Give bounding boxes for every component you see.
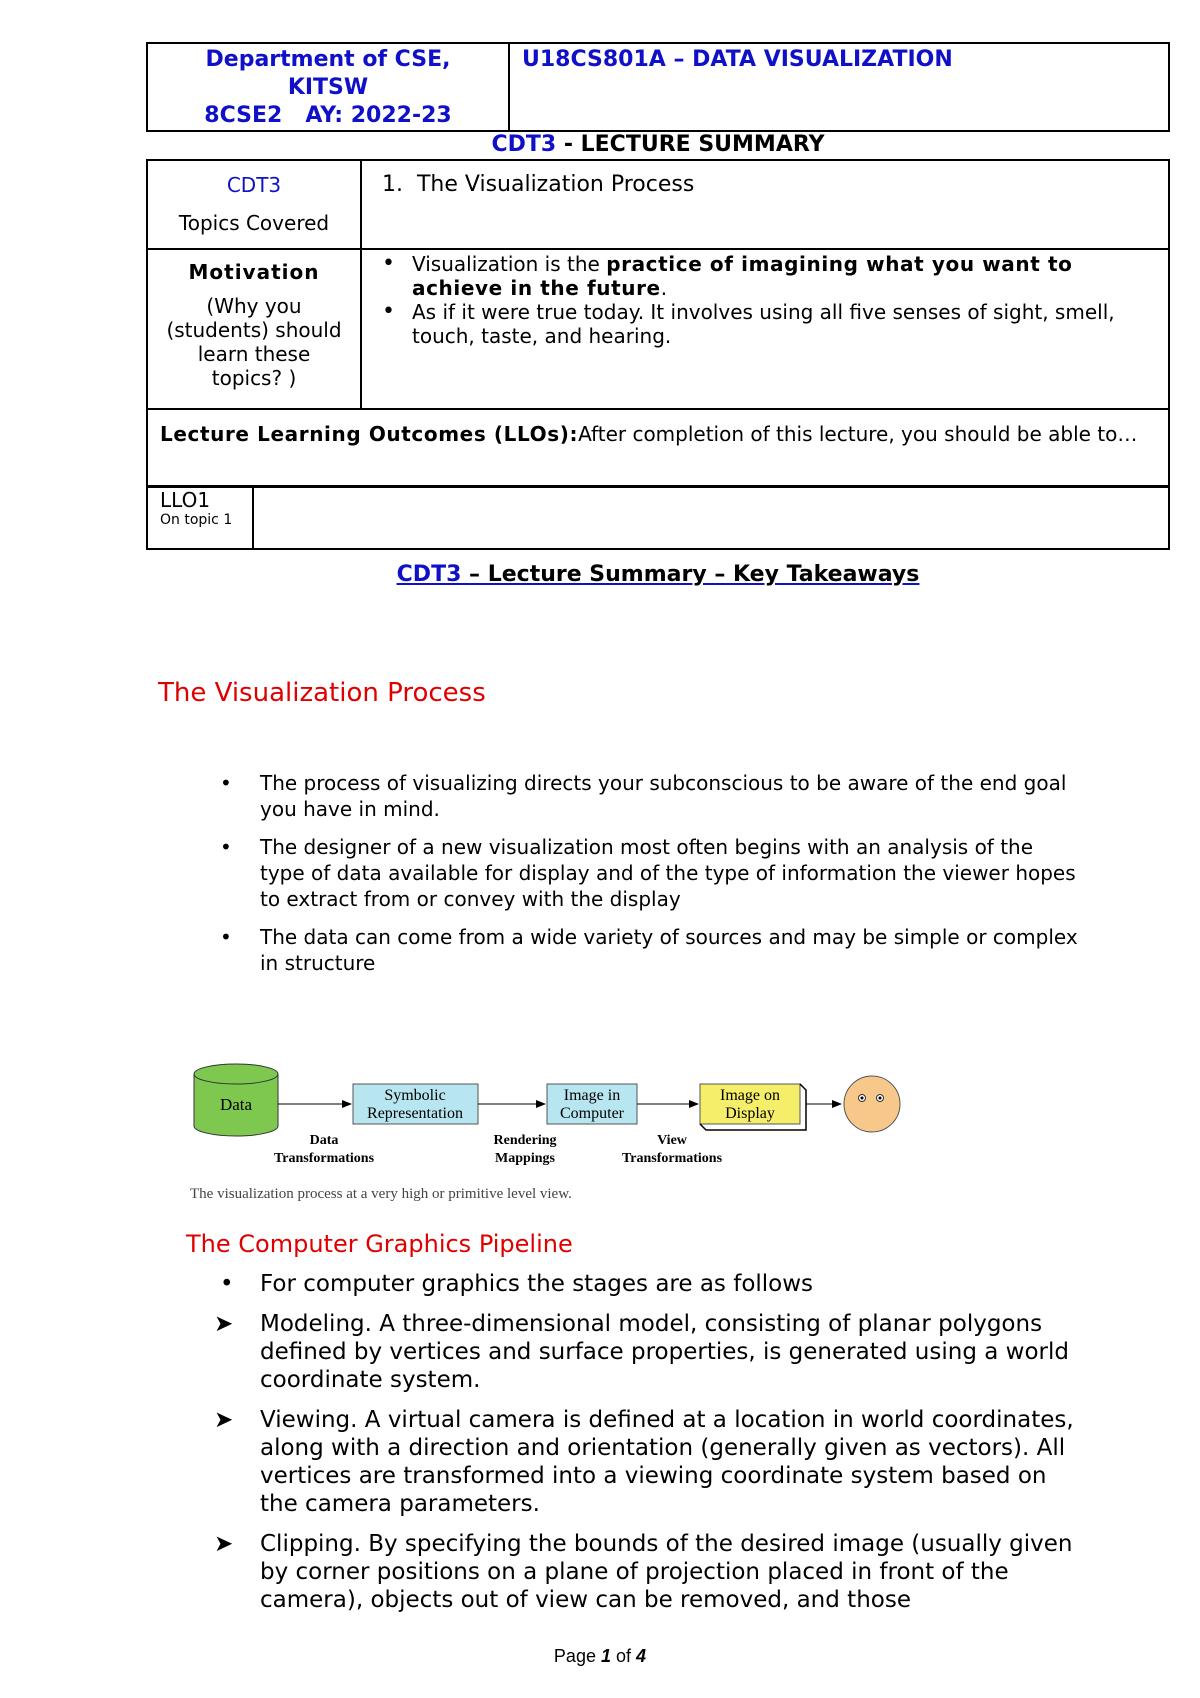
list-item: • The designer of a new visualization most often begins with an analysis of the type of data available for display and of the type of information the viewer hopes to extract from or convey with the display — [220, 835, 1076, 911]
cg-pipeline-list — [158, 1270, 1078, 1626]
data-transformations-line2: Transformations — [273, 1151, 375, 1166]
motivation-list — [372, 252, 1152, 348]
display-line1: Image on — [720, 1087, 780, 1104]
header-table — [146, 42, 1170, 132]
list-item: ➤ Modeling. A three-dimensional model, consisting of planar polygons defined by vertices and surface properties, is generated using a world coordinate system. — [214, 1311, 1069, 1393]
motivation-bullet-1: • Visualization is the practice of imagining what you want to achieve in the future. — [412, 252, 1152, 300]
topics-content-cell — [361, 160, 1169, 249]
list-item: ➤ Clipping. By specifying the bounds of the desired image (usually given by corner positions on a plane of projection placed in front of the camera), objects out of view can be removed, and those — [214, 1531, 1073, 1613]
topics-label: Topics Covered — [178, 211, 330, 235]
llo-id-cell — [147, 486, 253, 549]
computer-line2: Computer — [560, 1105, 624, 1122]
dept-line1: Department of CSE, — [205, 47, 451, 72]
symbolic-line1: Symbolic — [384, 1087, 446, 1104]
symbolic-line2: Representation — [367, 1105, 463, 1122]
data-label: Data — [219, 1095, 253, 1114]
department-cell — [147, 43, 509, 131]
rendering-mappings-line1: Rendering — [493, 1133, 557, 1148]
motivation-bullet-2: • As if it were true today. It involves using all five senses of sight, smell, touch, taste, and hearing. — [412, 300, 1152, 348]
data-transformations-line1: Data — [309, 1133, 339, 1148]
viewer-face-icon — [844, 1076, 900, 1132]
motivation-sub: (Why you (students) should learn these topics? ) — [166, 294, 342, 390]
page-word: Page — [553, 1646, 596, 1666]
visualization-process-list — [158, 770, 1078, 988]
lecture-summary-table — [146, 159, 1170, 488]
visualization-process-heading: The Visualization Process — [158, 678, 486, 708]
list-item: • The data can come from a wide variety of sources and may be simple or complex in structure — [220, 925, 1078, 975]
view-transformations-line2: Transformations — [621, 1151, 723, 1166]
page-footer — [0, 1646, 1200, 1667]
data-cylinder — [194, 1064, 278, 1136]
of-word: of — [616, 1646, 632, 1666]
dept-line2: KITSW — [287, 75, 369, 100]
course-cell — [509, 43, 1169, 131]
key-rest: – Lecture Summary – Key Takeaways — [461, 562, 920, 587]
motivation-content-cell — [361, 249, 1169, 409]
motivation-label-cell — [147, 249, 361, 409]
topics-label-cell — [147, 160, 361, 249]
llo-content-cell — [253, 486, 1169, 549]
llo-heading-rest: After completion of this lecture, you should be able to… — [578, 422, 1138, 446]
dept-line3: 8CSE2 AY: 2022-23 — [204, 103, 452, 128]
llo-heading-cell — [147, 409, 1169, 487]
topic-item: 1. The Visualization Process — [382, 172, 695, 197]
summary-rest: - LECTURE SUMMARY — [556, 132, 825, 157]
summary-code: CDT3 — [491, 132, 557, 157]
motivation-heading: Motivation — [188, 260, 320, 284]
llo-id: LLO1 — [160, 488, 211, 512]
view-transformations-line1: View — [657, 1133, 687, 1148]
list-item: • For computer graphics the stages are as follows — [220, 1271, 814, 1297]
list-item: ➤ Viewing. A virtual camera is defined at a location in world coordinates, along with a direction and orientation (generally given as vectors). All vertices are transformed into a viewing coordinate system based on the camera parameters. — [214, 1407, 1074, 1517]
page-total: 4 — [636, 1646, 647, 1666]
cg-pipeline-heading: The Computer Graphics Pipeline — [186, 1230, 573, 1258]
list-item: • The process of visualizing directs your subconscious to be aware of the end goal you have in mind. — [220, 771, 1067, 821]
llo-topic: On topic 1 — [160, 512, 233, 528]
key-code: CDT3 — [396, 562, 462, 587]
lecture-summary-title — [146, 131, 1170, 159]
display-line2: Display — [725, 1105, 775, 1122]
llo-row-table — [146, 485, 1170, 550]
computer-line1: Image in — [563, 1087, 621, 1104]
rendering-mappings-line2: Mappings — [495, 1151, 555, 1166]
diagram-caption: The visualization process at a very high or primitive level view. — [190, 1186, 572, 1202]
topics-code: CDT3 — [226, 173, 282, 197]
key-takeaways-title — [146, 561, 1170, 589]
visualization-process-diagram — [188, 1060, 928, 1208]
llo-heading: Lecture Learning Outcomes (LLOs): — [160, 422, 579, 446]
course-title: U18CS801A – DATA VISUALIZATION — [522, 47, 953, 72]
page-number: 1 — [600, 1646, 611, 1666]
